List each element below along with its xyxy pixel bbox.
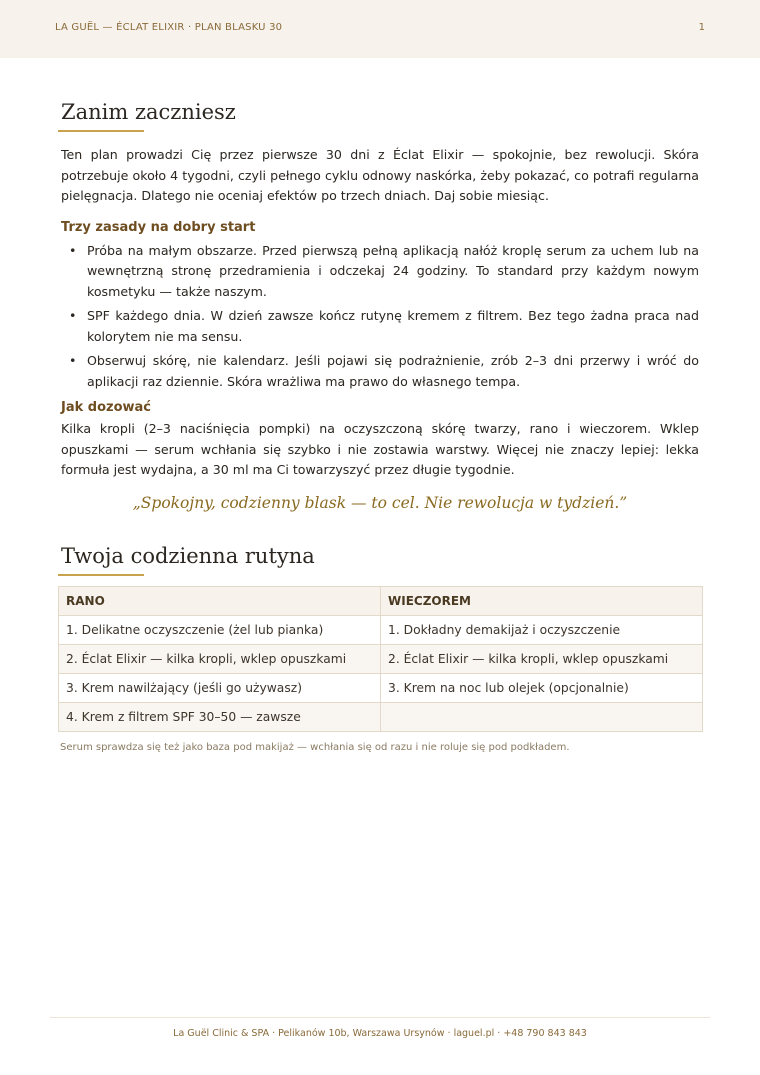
list-item bbox=[61, 351, 699, 392]
dosage-heading: Jak dozować bbox=[61, 400, 152, 415]
table-cell: 3. Krem nawilżający (jeśli go używasz) bbox=[59, 673, 381, 702]
footer-divider bbox=[50, 1017, 710, 1018]
routine-heading: Twoja codzienna rutyna bbox=[61, 543, 315, 568]
rules-heading: Trzy zasady na dobry start bbox=[61, 219, 256, 235]
table-cell: 4. Krem z filtrem SPF 30–50 — zawsze bbox=[59, 702, 381, 731]
page-number: 1 bbox=[698, 22, 705, 33]
table-cell: 1. Delikatne oczyszczenie (żel lub pianka) bbox=[59, 615, 381, 644]
table-cell: 2. Éclat Elixir — kilka kropli, wklep opuszkami bbox=[381, 644, 703, 673]
bullet-icon: • bbox=[69, 353, 77, 368]
table-header-row bbox=[59, 586, 703, 615]
table-cell: 3. Krem na noc lub olejek (opcjonalnie) bbox=[381, 673, 703, 702]
heading-underline bbox=[58, 574, 144, 576]
page-content bbox=[61, 95, 699, 753]
bullet-icon: • bbox=[69, 308, 77, 323]
table-cell bbox=[381, 702, 703, 731]
page-footer: La Guël Clinic & SPA · Pelikanów 10b, Warszawa Ursynów · laguel.pl · +48 790 843 843 bbox=[173, 1028, 587, 1039]
rule-text: Próba na małym obszarze. Przed pierwszą pełną aplikacją nałóż kroplę serum za uchem lub na wewnętrzną stronę przedramienia i odczekaj 24 godziny. To standard przy każdym nowym kosmetyku — także naszym. bbox=[87, 242, 699, 299]
bullet-icon: • bbox=[69, 242, 77, 258]
pull-quote: „Spokojny, codzienny blask — to cel. Nie rewolucja w tydzień.” bbox=[132, 493, 628, 512]
rule-text: Obserwuj skórę, nie kalendarz. Jeśli pojawi się podrażnienie, zrób 2–3 dni przerwy i wróć do aplikacji raz dziennie. Skóra wrażliwa ma prawo do własnego tempa. bbox=[87, 353, 699, 389]
rules-list bbox=[61, 241, 699, 393]
table-row bbox=[59, 615, 703, 644]
intro-paragraph: Ten plan prowadzi Cię przez pierwsze 30 dni z Éclat Elixir — spokojnie, bez rewolucji. Skóra potrzebuje około 4 tygodni, czyli pełnego cyklu odnowy naskórka, żeby pokazać, co potrafi regularna pielęgnacja. Dlatego nie oceniaj efektów po trzech dniach. Daj sobie miesiąc. bbox=[61, 147, 699, 203]
table-row bbox=[59, 644, 703, 673]
table-row bbox=[59, 702, 703, 731]
list-item bbox=[61, 241, 699, 303]
table-cell: 2. Éclat Elixir — kilka kropli, wklep opuszkami bbox=[59, 644, 381, 673]
list-item bbox=[61, 306, 699, 347]
table-cell: 1. Dokładny demakijaż i oczyszczenie bbox=[381, 615, 703, 644]
column-header-morning: RANO bbox=[59, 586, 381, 615]
dosage-paragraph: Kilka kropli (2–3 naciśnięcia pompki) na oczyszczoną skórę twarzy, rano i wieczorem. Wklep opuszkami — serum wchłania się szybko i nie zostawia warstwy. Więcej nie znaczy lepiej: lekka formuła jest wydajna, a 30 ml ma Ci towarzyszyć przez długie tygodnie. bbox=[61, 421, 699, 477]
table-note: Serum sprawdza się też jako baza pod makijaż — wchłania się od razu i nie roluje się pod podkładem. bbox=[60, 741, 570, 753]
heading-underline bbox=[58, 130, 144, 132]
column-header-evening: WIECZOREM bbox=[381, 586, 703, 615]
routine-table bbox=[58, 586, 703, 732]
header-title: LA GUËL — ÉCLAT ELIXIR · PLAN BLASKU 30 bbox=[55, 22, 283, 33]
table-row bbox=[59, 673, 703, 702]
rule-text: SPF każdego dnia. W dzień zawsze kończ rutynę kremem z filtrem. Bez tego żadna praca nad kolorytem nie ma sensu. bbox=[87, 308, 699, 344]
intro-heading: Zanim zaczniesz bbox=[61, 100, 236, 124]
